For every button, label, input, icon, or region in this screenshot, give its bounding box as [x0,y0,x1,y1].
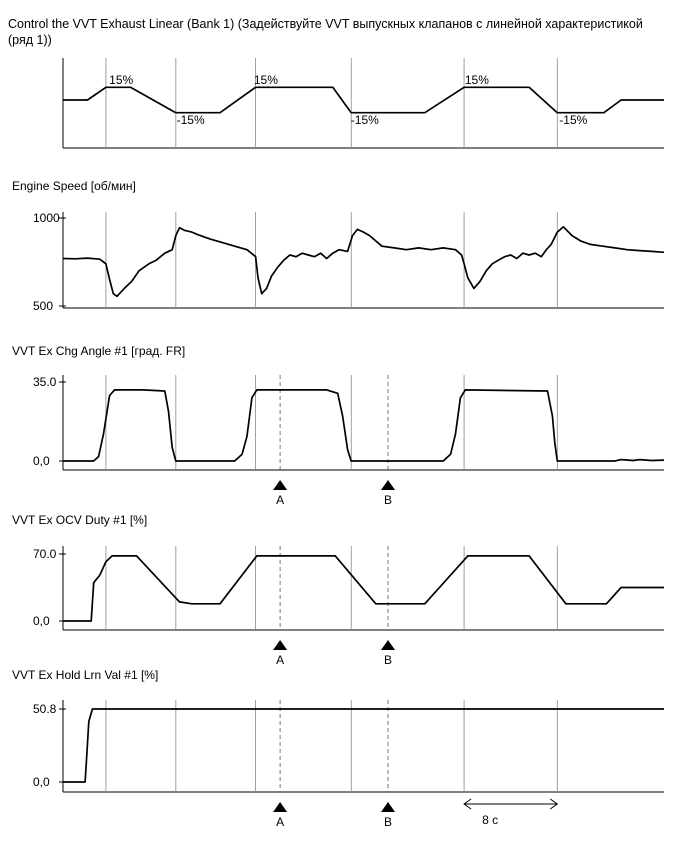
panel-2-title: VVT Ex Chg Angle #1 [град. FR] [12,344,186,358]
panel-1-ytick-label-1: 500 [33,299,54,313]
panel-0-annotation-4: 15% [464,73,489,87]
panel-4-marker-label-0: A [276,815,285,829]
panel-2-marker-triangle-0 [273,480,287,490]
panel-3-marker-label-1: B [384,653,393,667]
chart-title: Control the VVT Exhaust Linear (Bank 1) (Задействуйте VVT выпускных клапанов с линейной характеристикой (ряд 1)) [8,17,643,47]
panel-2-ytick-label-1: 0,0 [33,454,50,468]
panel-4-title: VVT Ex Hold Lrn Val #1 [%] [12,668,159,682]
panel-3-ytick-label-0: 70.0 [33,547,57,561]
panel-4-series-line [63,709,664,782]
panel-2-series-line [63,390,664,461]
panel-4-marker-triangle-1 [381,802,395,812]
panel-4-ytick-label-1: 0,0 [33,775,50,789]
panel-3-ytick-label-1: 0,0 [33,614,50,628]
panel-1-series-line [63,227,664,296]
panel-1-ytick-label-0: 1000 [33,211,60,225]
panel-1-title: Engine Speed [об/мин] [12,179,136,193]
panel-0-annotation-1: -15% [176,113,205,127]
panel-3-marker-triangle-1 [381,640,395,650]
panel-0-annotation-3: -15% [350,113,379,127]
panel-4-marker-label-1: B [384,815,393,829]
panel-2-marker-triangle-1 [381,480,395,490]
panel-0-series-line [63,87,664,112]
panel-2-ytick-label-0: 35.0 [33,375,57,389]
panel-4-ytick-label-0: 50.8 [33,702,57,716]
panel-3-title: VVT Ex OCV Duty #1 [%] [12,513,148,527]
time-span-label: 8 с [482,813,499,827]
panel-0-annotation-2: 15% [253,73,278,87]
panel-4-marker-triangle-0 [273,802,287,812]
panel-2-marker-label-0: A [276,493,285,507]
panel-3-marker-label-0: A [276,653,285,667]
panel-0-annotation-5: -15% [559,113,588,127]
panel-3-series-line [63,556,664,621]
panel-3-marker-triangle-0 [273,640,287,650]
panel-2-marker-label-1: B [384,493,393,507]
panel-0-annotation-0: 15% [109,73,134,87]
